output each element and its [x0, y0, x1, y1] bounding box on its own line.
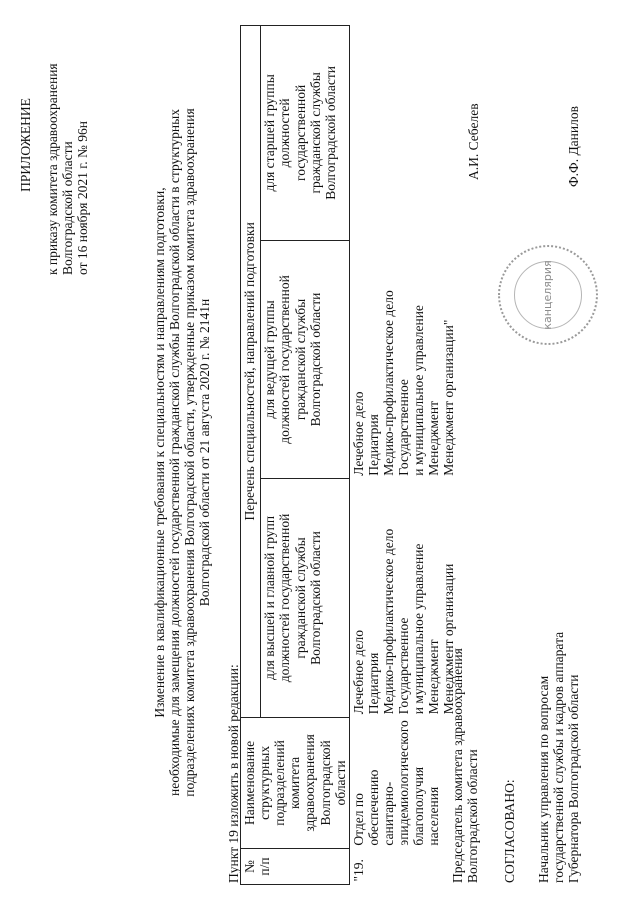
office-stamp — [498, 245, 598, 345]
subheader-leading-group: для ведущей группы должностей государственной гражданской службы Волгоградской области — [261, 240, 349, 479]
official-title-line: Начальник управления по вопросам — [536, 675, 551, 883]
table-row — [349, 26, 457, 885]
chair-title-line: Председатель комитета здравоохранения — [450, 648, 465, 883]
requirements-table — [240, 25, 458, 885]
subheader-higher-group: для высшей и главной групп должностей государственной гражданской службы Волгоградской области — [261, 479, 349, 718]
subheader-senior-group: для старшей группы должностей государственной гражданской службы Волгоградской области — [261, 26, 349, 241]
official-title — [536, 632, 581, 883]
official-name: Ф.Ф. Данилов — [566, 106, 581, 187]
official-title-line: Губернатора Волгоградской области — [566, 674, 582, 883]
agreed-label: СОГЛАСОВАНО: — [502, 779, 517, 883]
title-line: необходимые для замещения должностей государственной гражданской службы Волгоградской области в структурных — [167, 109, 183, 796]
appendix-line: Волгоградской области — [60, 141, 76, 275]
row-specialties-senior — [349, 26, 457, 241]
chair-title-line: Волгоградской области — [465, 749, 481, 883]
appendix-line: к приказу комитета здравоохранения — [45, 63, 61, 275]
appendix-line: от 16 ноября 2021 г. № 96н — [75, 121, 91, 275]
document-title — [152, 20, 212, 885]
table-header-row — [241, 26, 261, 885]
row-unit: Отдел по обеспечению санитарно- эпидемиологического благополучия населения — [350, 720, 442, 846]
col-header-unit: Наименование структурных подразделений комитета здравоохранения Волгоградской области — [241, 717, 350, 848]
row-specialties-higher: Лечебное дело Педиатрия Медико-профилактическое дело Государственное и муниципальное управление Менеджмент Менеджмент организации — [350, 528, 457, 715]
title-line: подразделениях комитета здравоохранения Волгоградской области, утвержденные приказом комитета здравоохранения — [182, 108, 198, 797]
row-number: "19. — [350, 859, 366, 882]
official-title-line: государственной службы и кадров аппарата — [551, 631, 567, 883]
row-specialties-leading: Лечебное дело Педиатрия Медико-профилактическое дело Государственное и муниципальное управление Менеджмент Менеджмент организации" — [350, 290, 457, 476]
stamp-text: канцелярия — [514, 261, 582, 329]
chair-title — [450, 648, 480, 883]
title-line: Волгоградской области от 21 августа 2020 г. № 2141н — [197, 298, 213, 607]
col-header-number: № п/п — [241, 849, 350, 885]
intro-text: Пункт 19 изложить в новой редакции: — [226, 664, 241, 883]
title-line: Изменение в квалификационные требования к специальностям и направлениям подготовки, — [152, 187, 167, 718]
appendix-heading: ПРИЛОЖЕНИЕ — [18, 98, 33, 192]
col-header-group: Перечень специальностей, направлений подготовки — [241, 26, 261, 718]
chair-name: А.И. Себелев — [466, 103, 481, 180]
appendix-block — [18, 15, 90, 275]
